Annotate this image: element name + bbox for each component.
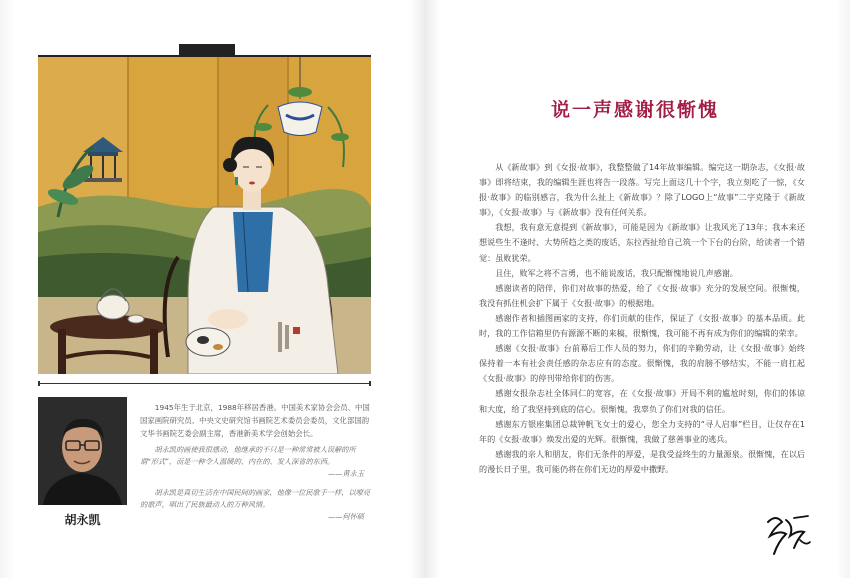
body-paragraph: 从《新故事》到《女报·故事》，我整整做了14年故事编辑。编完这一期杂志，《女报·故事》即将结束，我的编辑生涯也将告一段落。写完上面这几十个字，我立刻吃了一惊，《女报·故事》的临别感言，我为什么扯上《新故事》？除了LOGO上“故事”二字克隆于《新故事》，《女报·故事》与《新故事》没有任何关系。 (479, 162, 805, 218)
quote-huang (140, 444, 372, 480)
body-paragraph: 感谢《女报·故事》台前幕后工作人员的努力，你们的辛勤劳动，让《女报·故事》始终保持着一本有社会责任感的杂志应有的态度。很惭愧，我的肩膀不够结实，不能一肩扛起《女报·故事》的停刊带给你们的伤害。 (479, 343, 805, 384)
body-paragraph: 感谢女报杂志社全体同仁的宽容，在《女报·故事》开局不利的尴尬时刻，你们的体谅和大度，给了我坚持到底的信心。很惭愧，我辜负了你们对我的信任。 (479, 388, 805, 414)
body-paragraph: 且住，败军之将不言勇，也不能说废话，我只配惭愧地说几声感谢。 (495, 267, 739, 278)
body-paragraph: 感谢我的亲人和朋友，你们无条件的厚爱，是我受益终生的力量源泉。很惭愧，在以后的漫长日子里，我可能仍将在你们无边的厚爱中撒野。 (479, 448, 805, 474)
body-paragraph: 感谢作者和插图画家的支持，你们贡献的佳作，保证了《女报·故事》的基本品质。此时，我的工作信箱里仍有源源不断的来稿，很惭愧，我可能不再有成为你们的编辑的荣幸。 (479, 312, 805, 339)
body-paragraph: 感谢读者的陪伴，你们对故事的热爱，给了《女报·故事》充分的发展空间。很惭愧，我没有抓住机会扩下属于《女报·故事》的根据地。 (479, 282, 805, 308)
quote-author: ——黄永玉 (328, 469, 364, 478)
artist-bio (140, 401, 372, 440)
bio-paragraph: 1945年生于北京，1988年移居香港。中国美术家协会会员、中国国家画院研究员、中央文史研究馆书画院艺术委员会委员，文化部国韵文华书画院艺委会副主席，香港新美术学会创始会长。 (140, 403, 370, 438)
article-title: 说一声感谢很惭愧 (550, 99, 719, 121)
quote-text: 胡永凯是真切生活在中国民间的画家，他像一位民歌手一样，以嘹亮的歌声，唱出了民族最动人的万种风情。 (140, 488, 371, 509)
artist-portrait (38, 397, 127, 505)
caption-rule (38, 383, 371, 384)
quote-author: ——何怀硕 (328, 512, 364, 521)
author-signature (764, 512, 812, 558)
article-body (479, 160, 805, 477)
quote-he (140, 487, 372, 523)
painting-figure (38, 57, 371, 374)
artist-name: 胡永凯 (64, 513, 101, 527)
body-paragraph: 我想，我有意无意提到《新故事》，可能是因为《新故事》让我风光了13年；我本来还想说些生不逢时、大势所趋之类的废话，东拉西扯给自己筑一个下台的台阶，给读者一个错觉：虽败犹荣。 (479, 222, 805, 263)
header-tab (179, 44, 235, 55)
quote-text: 胡永凯的画使我很感动，他继承的不只是一种常常被人误解的所谓“形式”，而是一种令人温暖的、内在的、发人深省的东西。 (140, 445, 356, 466)
body-paragraph: 感谢东方银座集团总裁钟帆飞女士的爱心，您全力支持的“寻人启事”栏目，让仅存在1年的《女报·故事》焕发出爱的光辉。很惭愧，我做了慈善事业的逃兵。 (479, 418, 805, 444)
